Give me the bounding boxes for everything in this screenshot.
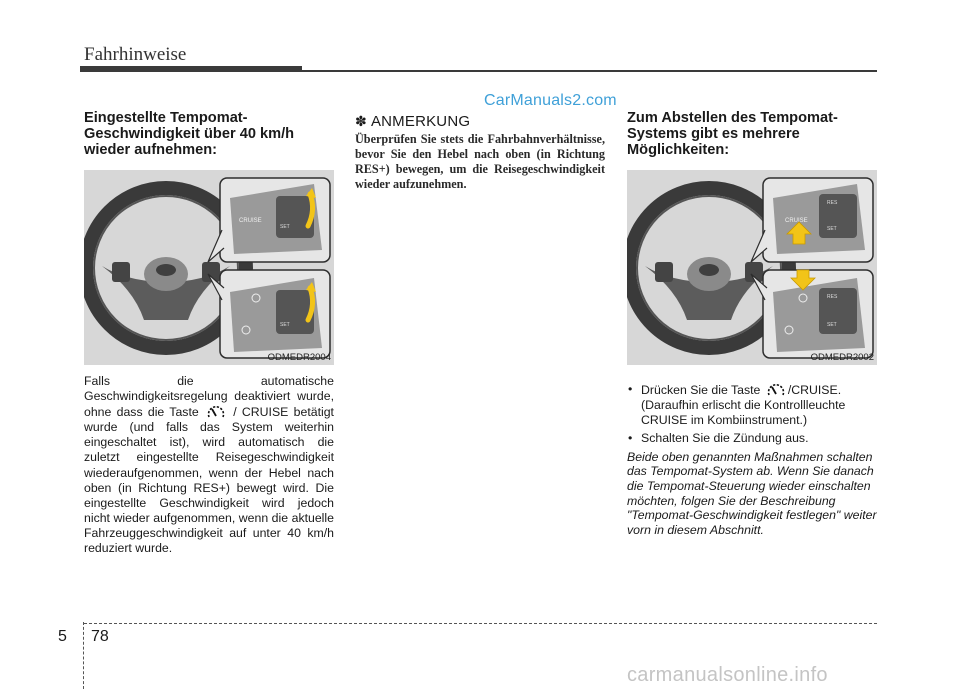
bullet-2-text: Schalten Sie die Zündung aus. (641, 431, 809, 446)
header-accent-bar (80, 66, 302, 72)
bullet-dot: • (628, 431, 633, 446)
note-block (355, 113, 605, 192)
paragraph-part-1: Falls die automatische Geschwindigkeitsregelung deaktiviert wurde, ohne dass die Taste (84, 374, 334, 420)
set-label: SET (280, 224, 290, 230)
italic-note: Beide oben genannten Maßnahmen schalten das Tempomat-System ab. Wenn Sie danach die Tempomat-Steuerung wieder einschalten möchten, folgen Sie der Beschreibung "Tempomat-Geschwindigkeit festlegen" weiter vorn in diesem Abschnitt. (627, 449, 877, 537)
bullet-dot: • (628, 382, 633, 396)
paragraph-part-2: / CRUISE betätigt wurde (und falls das System weiterhin eingeschaltet ist), wird automatisch die zuletzt eingestellte Reisegeschwindigkeit wiederaufgenommen, wenn der Hebel nach oben (in Richtung RES+) bewegt wird. Die eingestellte Geschwindigkeit wird jedoch nicht wieder aufgenommen, wenn die aktuelle Fahrzeuggeschwindigkeit auf unter 40 km/h reduziert wurde. (84, 405, 334, 556)
bullet-item (627, 382, 877, 427)
note-heading (355, 113, 605, 130)
right-heading-line: Möglichkeiten: (627, 142, 730, 158)
left-heading-line: Geschwindigkeit über 40 km/h (84, 126, 295, 142)
steering-wheel-illustration (627, 170, 877, 365)
res-label: RES (827, 200, 838, 206)
steering-wheel-illustration (84, 170, 334, 365)
footer-horizontal-rule (84, 623, 877, 624)
right-heading-line: Zum Abstellen des Tempomat- (627, 110, 838, 126)
right-heading-line: Systems gibt es mehrere (627, 126, 800, 142)
cruise-speedometer-icon (207, 404, 225, 420)
note-title: ANMERKUNG (370, 113, 471, 130)
page-header-title: Fahrhinweise (84, 44, 187, 65)
cruise-label: CRUISE (785, 218, 808, 224)
left-heading-line: Eingestellte Tempomat- (84, 110, 248, 126)
res-label: RES (827, 294, 838, 300)
header-rule (302, 70, 877, 72)
bullet-1-part-2: /CRUISE. (Daraufhin erlischt die Kontrollleuchte CRUISE im Kombiinstrument.) (641, 383, 846, 427)
bullet-item (627, 431, 877, 446)
note-symbol-icon: ✽ (355, 113, 367, 129)
right-heading (627, 110, 877, 158)
figure-caption-right: ODMEDR2002 (810, 352, 874, 363)
watermark-link-bottom[interactable]: carmanualsonline.info (627, 664, 828, 686)
section-number: 5 (58, 628, 67, 645)
watermark-link-top[interactable]: CarManuals2.com (484, 92, 617, 109)
cruise-label: CRUISE (239, 218, 262, 224)
right-column (627, 110, 877, 158)
bullet-1-part-1: Drücken Sie die Taste (641, 383, 761, 397)
set-label: SET (827, 322, 837, 328)
footer-vertical-rule (83, 622, 84, 689)
left-paragraph (84, 374, 334, 556)
right-bullets (627, 382, 877, 537)
left-heading-line: wieder aufnehmen: (84, 142, 217, 158)
left-heading (84, 110, 334, 158)
figure-caption-left: ODMEDR2004 (267, 352, 331, 363)
steering-wheel-figure-right (627, 170, 877, 365)
page-number: 78 (91, 628, 109, 645)
set-label: SET (280, 322, 290, 328)
cruise-speedometer-icon (767, 382, 785, 398)
steering-wheel-figure-left (84, 170, 334, 365)
set-label: SET (827, 226, 837, 232)
left-column (84, 110, 334, 158)
note-text: Überprüfen Sie stets die Fahrbahnverhältnisse, bevor Sie den Hebel nach oben (in Richtung RES+) bewegen, um die Reisegeschwindigkeit wieder aufzunehmen. (355, 132, 605, 192)
